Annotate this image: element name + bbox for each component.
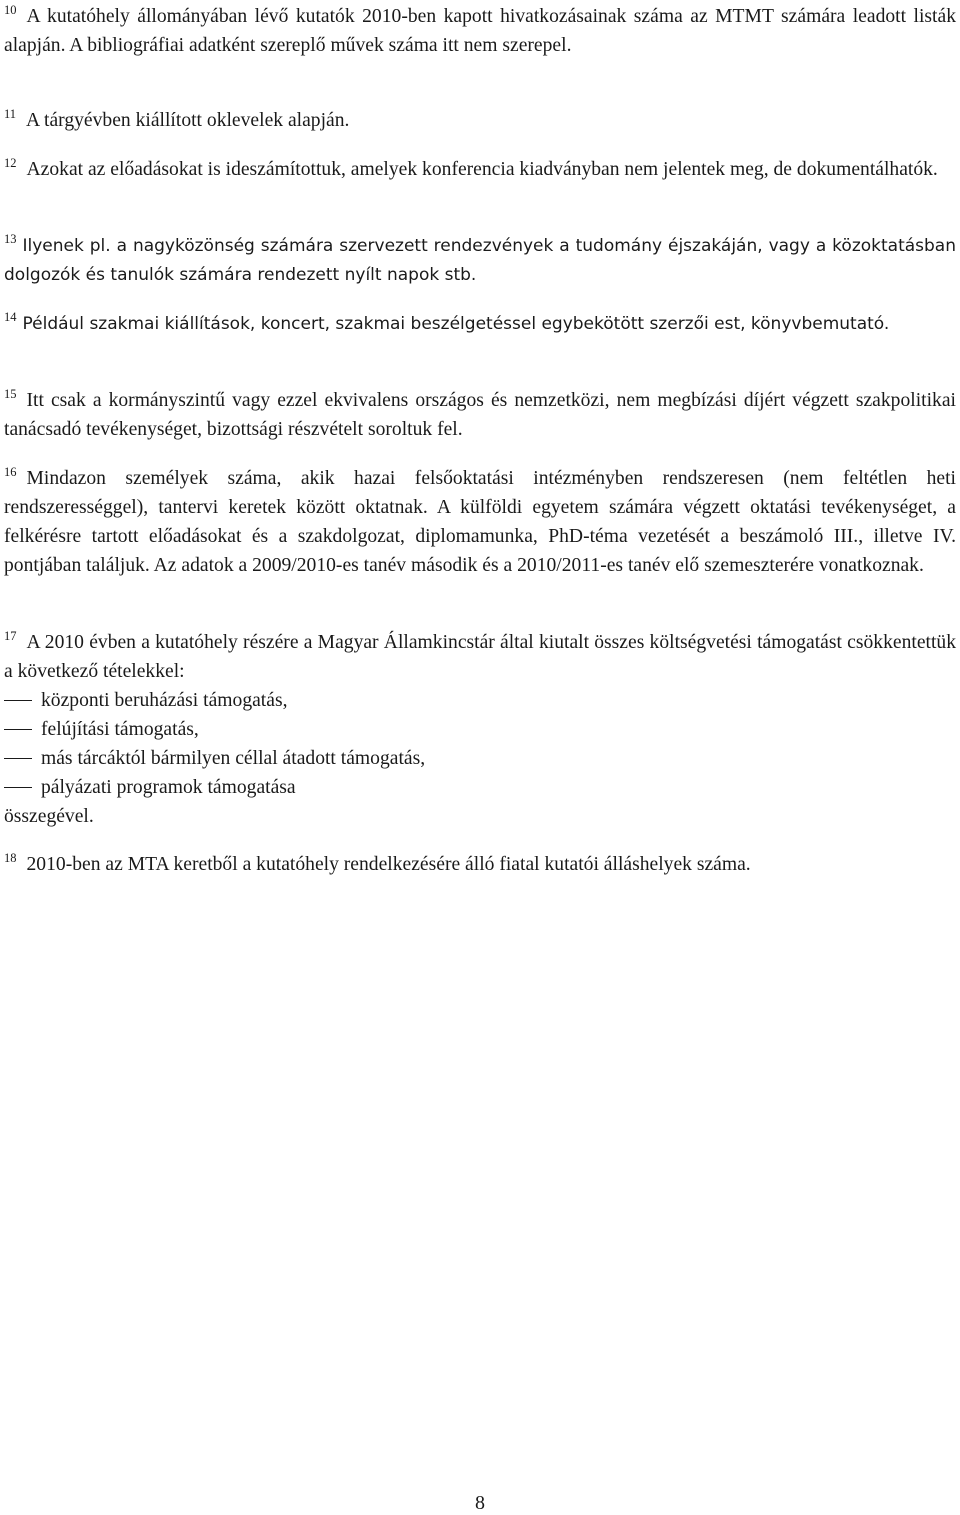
- footnote-text: Mindazon személyek száma, akik hazai felsőoktatási intézményben rendszeresen (nem feltétlen heti rendszerességgel), tantervi keretek között oktatnak. A külföldi egyetem számára végzett oktatási tevékenységet, a felkérésre tartott előadásokat és a szakdolgozat, diplomamunka, PhD-téma vezetését a beszámoló III., illetve IV. pontjában találjuk. Az adatok a 2009/2010-es tanév második és a 2010/2011-es tanév elő szemeszterére vonatkoznak.: [4, 468, 956, 576]
- dash-bullet: [4, 729, 32, 730]
- footnote-number: 10: [4, 3, 17, 17]
- footnote-number: 18: [4, 851, 17, 865]
- footnote-number: 11: [4, 107, 17, 121]
- footnote-15: [4, 386, 956, 444]
- list-item: [4, 744, 956, 773]
- footnote-13: [4, 232, 956, 290]
- footnote-text: A 2010 évben a kutatóhely részére a Magyar Államkincstár által kiutalt összes költségvetési támogatást csökkentettük a következő tételekkel:: [4, 632, 956, 682]
- list-item-text: felújítási támogatás,: [41, 719, 199, 740]
- footnote-text: A kutatóhely állományában lévő kutatók 2010-ben kapott hivatkozásainak száma az MTMT számára leadott listák alapján. A bibliográfiai adatként szereplő művek száma itt nem szerepel.: [4, 6, 956, 56]
- footnote-16: [4, 464, 956, 580]
- list-item: [4, 715, 956, 744]
- dash-bullet: [4, 787, 32, 788]
- footnote-17: [4, 628, 956, 831]
- footnote-number: 14: [4, 310, 17, 324]
- dash-bullet: [4, 758, 32, 759]
- footnote-number: 13: [4, 232, 17, 246]
- footnote-17-intro: [4, 628, 956, 686]
- footnote-18: [4, 850, 956, 879]
- list-item: [4, 773, 956, 802]
- footnote-number: 12: [4, 156, 17, 170]
- list-item: [4, 686, 956, 715]
- list-item-text: pályázati programok támogatása: [41, 777, 296, 798]
- footnote-14: [4, 310, 956, 339]
- footnote-number: 16: [4, 465, 17, 479]
- footnote-text: 2010-ben az MTA keretből a kutatóhely rendelkezésére álló fiatal kutatói álláshelyek száma.: [26, 854, 751, 875]
- list-item-text: más tárcáktól bármilyen céllal átadott támogatás,: [41, 748, 426, 769]
- footnote-text: Azokat az előadásokat is ideszámítottuk, amelyek konferencia kiadványban nem jelentek meg, de dokumentálhatók.: [26, 159, 938, 180]
- footnote-12: [4, 155, 956, 184]
- footnote-number: 17: [4, 629, 17, 643]
- footnote-number: 15: [4, 387, 17, 401]
- footnote-text: Itt csak a kormányszintű vagy ezzel ekvivalens országos és nemzetközi, nem megbízási díjért végzett szakpolitikai tanácsadó tevékenységet, bizottsági részvételt soroltuk fel.: [4, 390, 956, 440]
- footnote-text: Ilyenek pl. a nagyközönség számára szervezett rendezvények a tudomány éjszakáján, vagy a közoktatásban dolgozók és tanulók számára rendezett nyílt napok stb.: [4, 236, 956, 285]
- dash-bullet: [4, 700, 32, 701]
- footnote-11: [4, 106, 956, 135]
- deduction-list: [4, 686, 956, 802]
- footnote-text: Például szakmai kiállítások, koncert, szakmai beszélgetéssel egybekötött szerzői est, könyvbemutató.: [22, 314, 890, 334]
- footnote-text: A tárgyévben kiállított oklevelek alapján.: [26, 110, 350, 131]
- footnote-10: [4, 2, 956, 60]
- footnote-17-closing: összegével.: [4, 806, 94, 827]
- list-item-text: központi beruházási támogatás,: [41, 690, 288, 711]
- page-number: 8: [475, 1492, 485, 1514]
